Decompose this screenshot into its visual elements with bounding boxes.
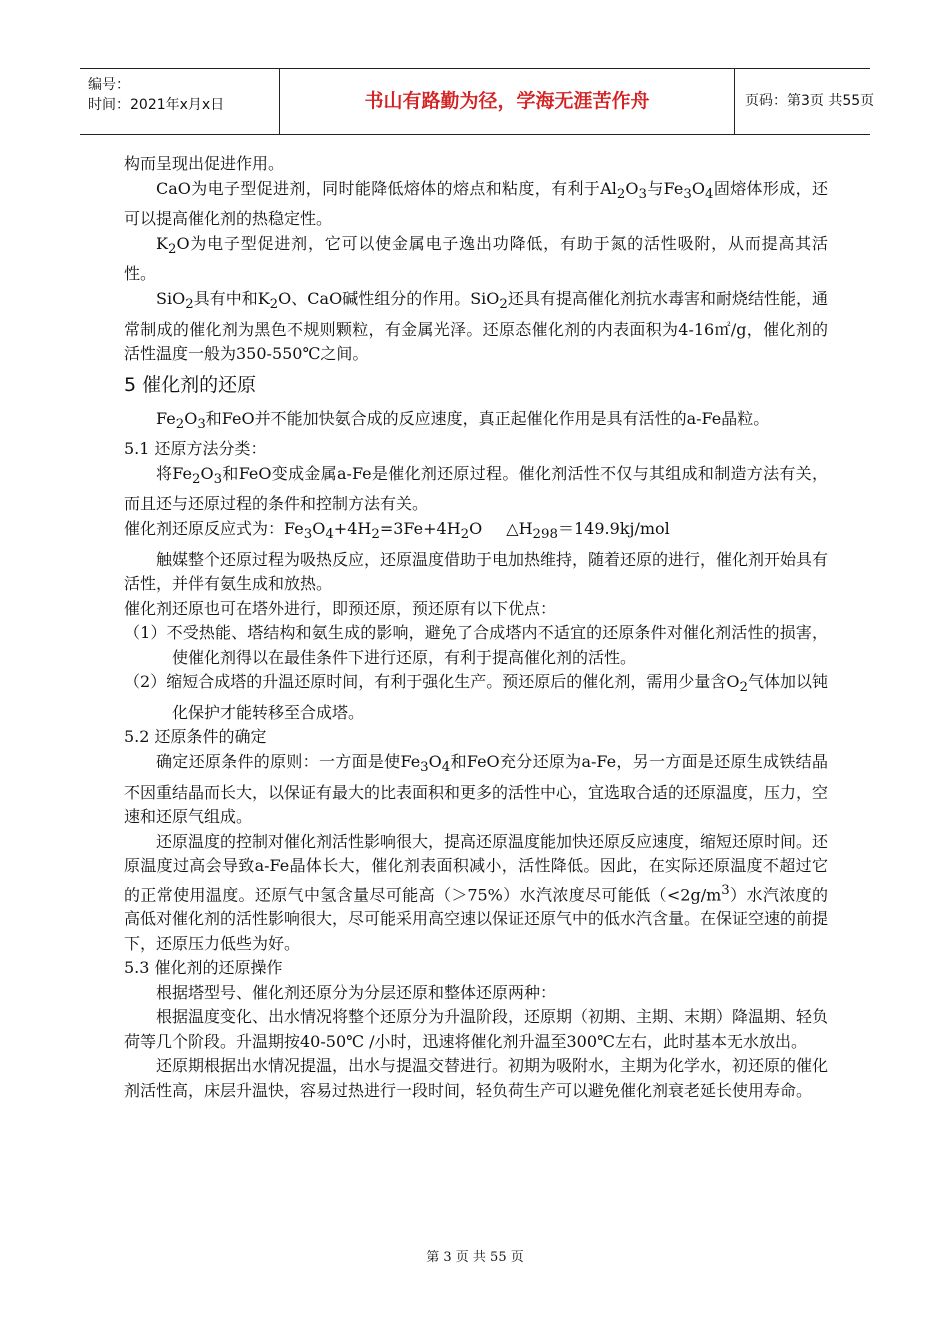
paragraph-sio2: SiO$_2$具有中和$K_2O$、CaO碱性组分的作用。SiO$_2$还具有提高催化剂抗水毒害和耐烧结性能，通常制成的催化剂为黑色不规则颗粒，有金属光泽。还原态催化剂的内表面积为4-16㎡/g，催化剂的活性温度一般为350-550℃之间。 bbox=[124, 288, 828, 364]
header-motto: 书山有路勤为径，学海无涯苦作舟 bbox=[280, 69, 735, 134]
page-header bbox=[80, 68, 875, 135]
paragraph: 催化剂还原也可在塔外进行，即预还原，预还原有以下优点： bbox=[124, 598, 557, 618]
subsection-heading-5-2: 5.2 还原条件的确定 bbox=[124, 727, 267, 747]
paragraph-fe2o3: $Fe_2O_3$和FeO并不能加快氨合成的反应速度，真正起催化作用是具有活性的a-Fe晶粒。 bbox=[156, 408, 770, 432]
paragraph: 构而呈现出促进作用。 bbox=[124, 154, 285, 173]
document-number-label: 编号： bbox=[88, 77, 130, 93]
paragraph: 根据塔型号、催化剂还原分为分层还原和整体还原两种： bbox=[156, 982, 557, 1002]
subsection-heading-5-3: 5.3 催化剂的还原操作 bbox=[124, 958, 283, 978]
list-item: （1）不受热能、塔结构和氨生成的影响，避免了合成塔内不适宜的还原条件对催化剂活性的损害，使催化剂得以在最佳条件下进行还原，有利于提高催化剂的活性。 bbox=[124, 623, 828, 667]
paragraph-conditions: 确定还原条件的原则：一方面是使$Fe_3O_4$和FeO充分还原为a-Fe，另一方面是还原生成铁结晶不因重结晶而长大，以保证有最大的比表面积和更多的活性中心，宜选取合适的还原温度，压力，空速和还原气组成。 bbox=[124, 751, 829, 826]
paragraph: 还原期根据出水情况提温，出水与提温交替进行。初期为吸附水，主期为化学水，初还原的催化剂活性高，床层升温快，容易过热进行一段时间，轻负荷生产可以避免催化剂衰老延长使用寿命。 bbox=[124, 1056, 829, 1100]
section-heading-5: 5 催化剂的还原 bbox=[124, 373, 257, 396]
document-time-label: 时间：2021年x月x日 bbox=[88, 97, 225, 113]
paragraph-k2o: $K_2O$为电子型促进剂，它可以使金属电子逸出功降低，有助于氮的活性吸附，从而提高其活性。 bbox=[124, 233, 828, 284]
header-page-label: 页码：第3页 共55页 bbox=[745, 93, 875, 109]
paragraph-cao: CaO为电子型促进剂，同时能降低熔体的熔点和粘度，有利于$Al_2O_3$与$Fe_3O_4$固熔体形成，还可以提高催化剂的热稳定性。 bbox=[124, 178, 828, 229]
header-meta bbox=[80, 69, 280, 134]
subsection-heading-5-1: 5.1 还原方法分类： bbox=[124, 439, 267, 459]
paragraph: 根据温度变化、出水情况将整个还原分为升温阶段，还原期（初期、主期、末期）降温期、轻负荷等几个阶段。升温期按40-50℃ /小时，迅速将催化剂升温至300℃左右，此时基本无水放出。 bbox=[124, 1007, 829, 1051]
list-item: （2）缩短合成塔的升温还原时间，有利于强化生产。预还原后的催化剂，需用少量含$O_2$气体加以钝化保护才能转移至合成塔。 bbox=[124, 672, 828, 722]
paragraph-temperature: 还原温度的控制对催化剂活性影响很大，提高还原温度能加快还原反应速度，缩短还原时间。还原温度过高会导致a-Fe晶体长大，催化剂表面积减小，活性降低。因此，在实际还原温度不超过它的正常使用温度。还原气中氢含量尽可能高（＞75%）水汽浓度尽可能低$(<2g/m^3)$水汽浓度的高低对催化剂的活性影响很大，尽可能采用高空速以保证还原气中的低水汽含量。在保证空速的前提下，还原压力低些为好。 bbox=[124, 831, 829, 953]
reaction-equation: 催化剂还原反应式为：$Fe_3O_4+4H_2=3Fe+4H_2O$ $\triangle H_{298}=149.9kj$/mol bbox=[124, 518, 670, 543]
paragraph: 触媒整个还原过程为吸热反应，还原温度借助于电加热维持，随着还原的进行，催化剂开始具有活性，并伴有氨生成和放热。 bbox=[124, 549, 829, 594]
page-footer: 第 3 页 共 55 页 bbox=[426, 1250, 524, 1265]
document-body bbox=[124, 152, 828, 1103]
paragraph-reduction-process: 将$Fe_2O_3$和FeO变成金属a-Fe是催化剂还原过程。催化剂活性不仅与其组成和制造方法有关，而且还与还原过程的条件和控制方法有关。 bbox=[124, 463, 828, 514]
